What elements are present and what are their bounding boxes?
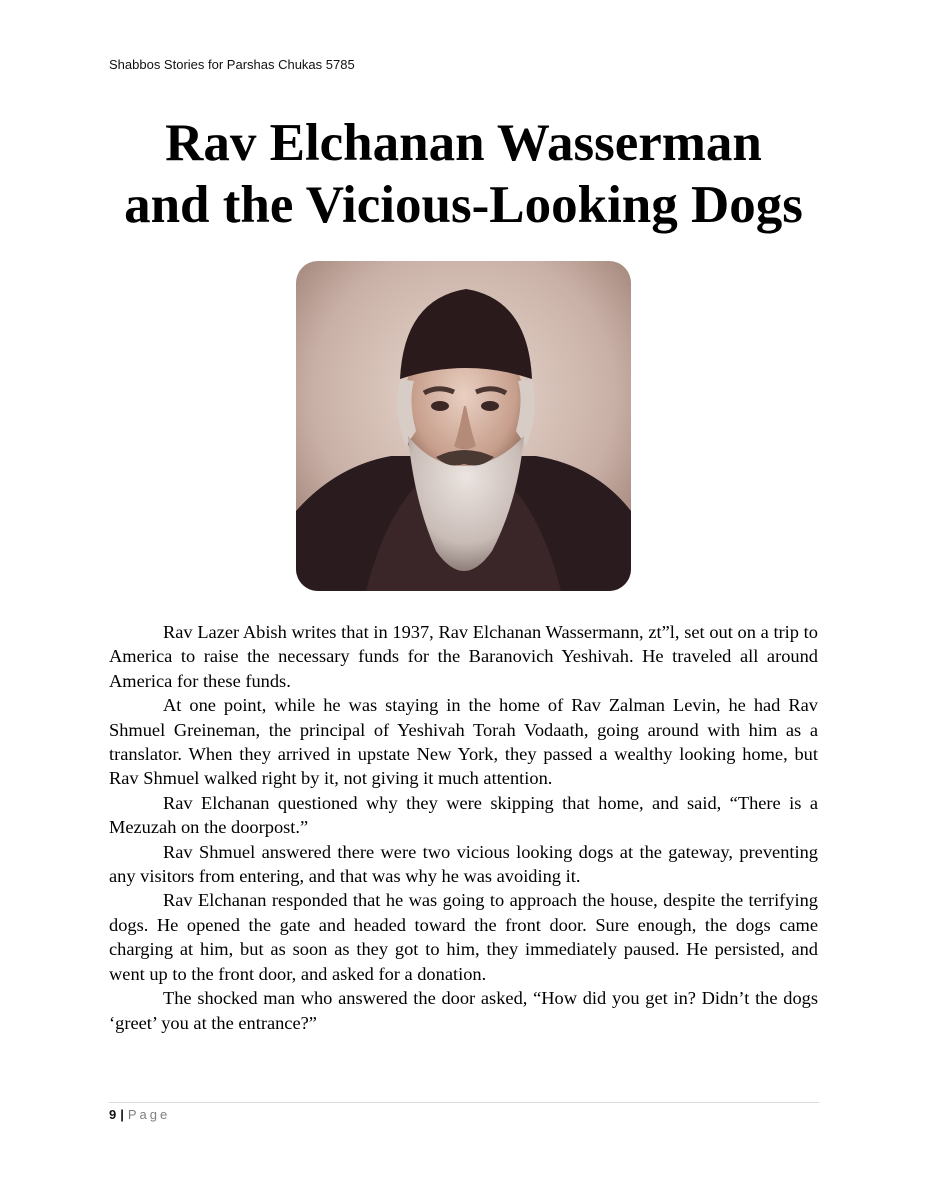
page-title (60, 112, 867, 236)
page-header: Shabbos Stories for Parshas Chukas 5785 (109, 57, 355, 72)
article-body (109, 620, 818, 1035)
paragraph: Rav Elchanan questioned why they were skipping that home, and said, “There is a Mezuzah on the doorpost.” (109, 792, 818, 838)
title-line-1: Rav Elchanan Wasserman (165, 114, 762, 172)
page-label: Page (127, 1107, 171, 1122)
footer-separator: | (120, 1107, 124, 1122)
paragraph: At one point, while he was staying in the home of Rav Zalman Levin, he had Rav Shmuel Greineman, the principal of Yeshivah Torah Vodaath, going around with him as a translator. When they arrived in upstate New York, they passed a wealthy looking home, but Rav Shmuel walked right by it, not giving it much attention. (109, 695, 818, 789)
paragraph: Rav Lazer Abish writes that in 1937, Rav Elchanan Wassermann, zt”l, set out on a trip to America to raise the necessary funds for the Baranovich Yeshivah. He traveled all around America for these funds. (109, 622, 818, 691)
footer-divider (109, 1102, 819, 1103)
page-number: 9 (109, 1107, 117, 1122)
title-line-2: and the Vicious-Looking Dogs (124, 176, 803, 234)
paragraph: Rav Elchanan responded that he was going to approach the house, despite the terrifying dogs. He opened the gate and headed toward the front door. Sure enough, the dogs came charging at him, but as soon as they got to him, they immediately paused. He persisted, and went up to the front door, and asked for a donation. (109, 890, 818, 984)
paragraph: The shocked man who answered the door asked, “How did you get in? Didn’t the dogs ‘greet’ you at the entrance?” (109, 988, 818, 1033)
portrait-photo (296, 261, 631, 591)
page-footer (109, 1107, 170, 1122)
paragraph: Rav Shmuel answered there were two vicious looking dogs at the gateway, preventing any visitors from entering, and that was why he was avoiding it. (109, 841, 818, 887)
